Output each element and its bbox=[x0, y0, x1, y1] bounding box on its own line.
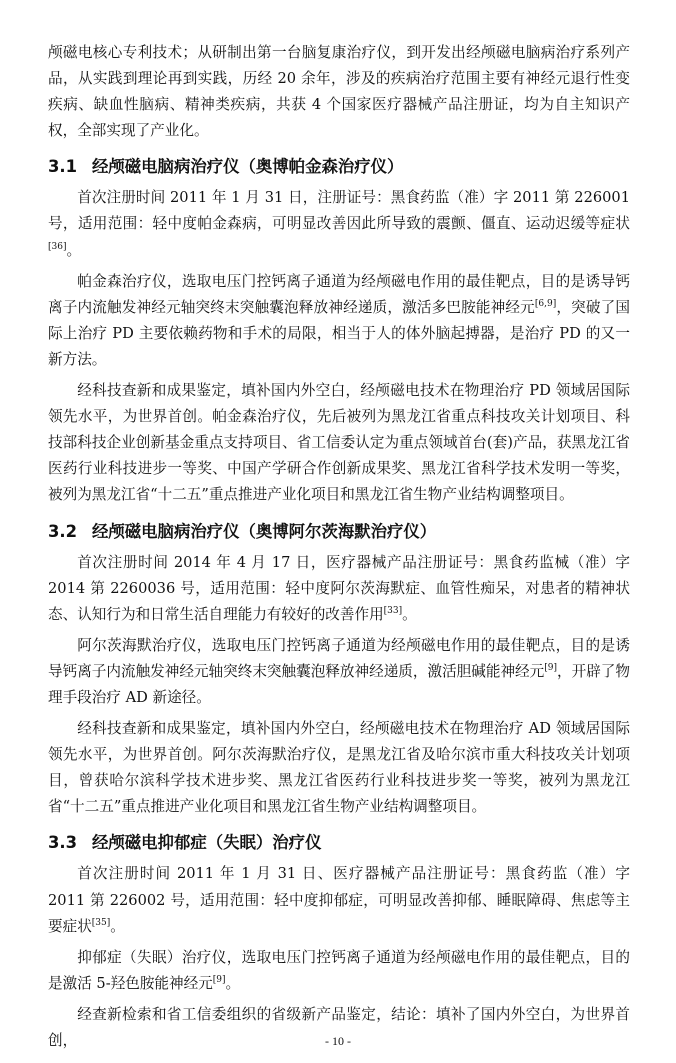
citation-ref: [6,9] bbox=[534, 298, 557, 309]
paragraph-text: 抑郁症（失眠）治疗仪，选取电压门控钙离子通道为经颅磁电作用的最佳靶点，目的是激活 5-羟色胺能神经元 bbox=[48, 948, 630, 992]
body-paragraph bbox=[48, 861, 630, 939]
body-paragraph bbox=[48, 633, 630, 711]
page-content bbox=[48, 40, 630, 1054]
citation-ref: [9] bbox=[544, 663, 557, 674]
body-paragraph bbox=[48, 550, 630, 628]
citation-ref: [35] bbox=[91, 917, 111, 928]
section-heading bbox=[48, 152, 630, 182]
citation-ref: [33] bbox=[383, 605, 403, 616]
paragraph-text: 。 bbox=[225, 974, 241, 992]
citation-ref: [9] bbox=[212, 974, 226, 985]
section-title: 经颅磁电抑郁症（失眠）治疗仪 bbox=[92, 833, 322, 853]
section-title: 经颅磁电脑病治疗仪（奥博阿尔茨海默治疗仪） bbox=[92, 521, 437, 541]
section-number: 3.2 bbox=[48, 521, 78, 541]
paragraph-text: 帕金森治疗仪，选取电压门控钙离子通道为经颅磁电作用的最佳靶点，目的是诱导钙离子内流触发神经元轴突终末突触囊泡释放神经递质，激活多巴胺能神经元 bbox=[48, 272, 630, 316]
body-paragraph: 经科技查新和成果鉴定，填补国内外空白，经颅磁电技术在物理治疗 PD 领域居国际领先水平，为世界首创。帕金森治疗仪，先后被列为黑龙江省重点科技攻关计划项目、科技部科技企业创新基金重点支持项目、省工信委认定为重点领域首台(套)产品，获黑龙江省医药行业科技进步一等奖、中国产学研合作创新成果奖、黑龙江省科学技术发明一等奖，被列为黑龙江省“十二五”重点推进产业化项目和黑龙江省生物产业结构调整项目。 bbox=[48, 382, 630, 504]
body-paragraph: 经查新检索和省工信委组织的省级新产品鉴定，结论：填补了国内外空白，为世界首创， bbox=[48, 1005, 630, 1049]
section-number: 3.1 bbox=[48, 157, 78, 177]
paragraph-text: 。 bbox=[66, 241, 82, 259]
body-paragraph bbox=[48, 945, 630, 997]
paragraph-text: 首次注册时间 2011 年 1 月 31 日、医疗器械产品注册证号：黑食药监（准）字 2011 第 226002 号，适用范围：轻中度抑郁症，可明显改善抑郁、睡眠障碍、焦虑等主要症状 bbox=[48, 865, 630, 935]
section-number: 3.3 bbox=[48, 833, 78, 853]
paragraph-text: 阿尔茨海默治疗仪，选取电压门控钙离子通道为经颅磁电作用的最佳靶点，目的是诱导钙离子内流触发神经元轴突终末突触囊泡释放神经递质，激活胆碱能神经元 bbox=[48, 636, 630, 680]
page-number: - 10 - bbox=[325, 1034, 351, 1048]
body-paragraph bbox=[48, 185, 630, 263]
paragraph-text: 首次注册时间 2011 年 1 月 31 日，注册证号：黑食药监（准）字 2011 第 226001 号，适用范围：轻中度帕金森病，可明显改善因此所导致的震颤、僵直、运动迟缓等症状 bbox=[48, 189, 630, 233]
paragraph-text: 首次注册时间 2014 年 4 月 17 日，医疗器械产品注册证号：黑食药监械（准）字 2014 第 2260036 号，适用范围：轻中度阿尔茨海默症、血管性痴呆，对患者的精神状态、认知行为和日常生活自理能力有较好的改善作用 bbox=[48, 553, 630, 623]
body-paragraph: 经科技查新和成果鉴定，填补国内外空白，经颅磁电技术在物理治疗 AD 领域居国际领先水平，为世界首创。阿尔茨海默治疗仪，是黑龙江省及哈尔滨市重大科技攻关计划项目，曾获哈尔滨科学技术进步奖、黑龙江省医药行业科技进步奖一等奖，被列为黑龙江省“十二五”重点推进产业化项目和黑龙江省生物产业结构调整项目。 bbox=[48, 720, 630, 816]
paragraph-text: 。 bbox=[110, 917, 125, 935]
body-paragraph bbox=[48, 269, 630, 373]
paragraph-text: 。 bbox=[402, 605, 417, 623]
citation-ref: [36] bbox=[48, 241, 67, 252]
section-heading bbox=[48, 828, 630, 858]
intro-paragraph: 颅磁电核心专利技术；从研制出第一台脑复康治疗仪，到开发出经颅磁电脑病治疗系列产品，从实践到理论再到实践，历经 20 余年，涉及的疾病治疗范围主要有神经元退行性变疾病、缺血性脑病、精神类疾病，共获 4 个国家医疗器械产品注册证，均为自主知识产权，全部实现了产业化。 bbox=[48, 44, 630, 140]
paragraph-text: ，开辟了物理手段治疗 AD 新途径。 bbox=[48, 662, 630, 706]
section-heading bbox=[48, 517, 630, 547]
paragraph-text: ，突破了国际上治疗 PD 主要依赖药物和手术的局限，相当于人的体外脑起搏器，是治疗 PD 的又一新方法。 bbox=[48, 298, 630, 368]
section-title: 经颅磁电脑病治疗仪（奥博帕金森治疗仪） bbox=[92, 157, 404, 177]
